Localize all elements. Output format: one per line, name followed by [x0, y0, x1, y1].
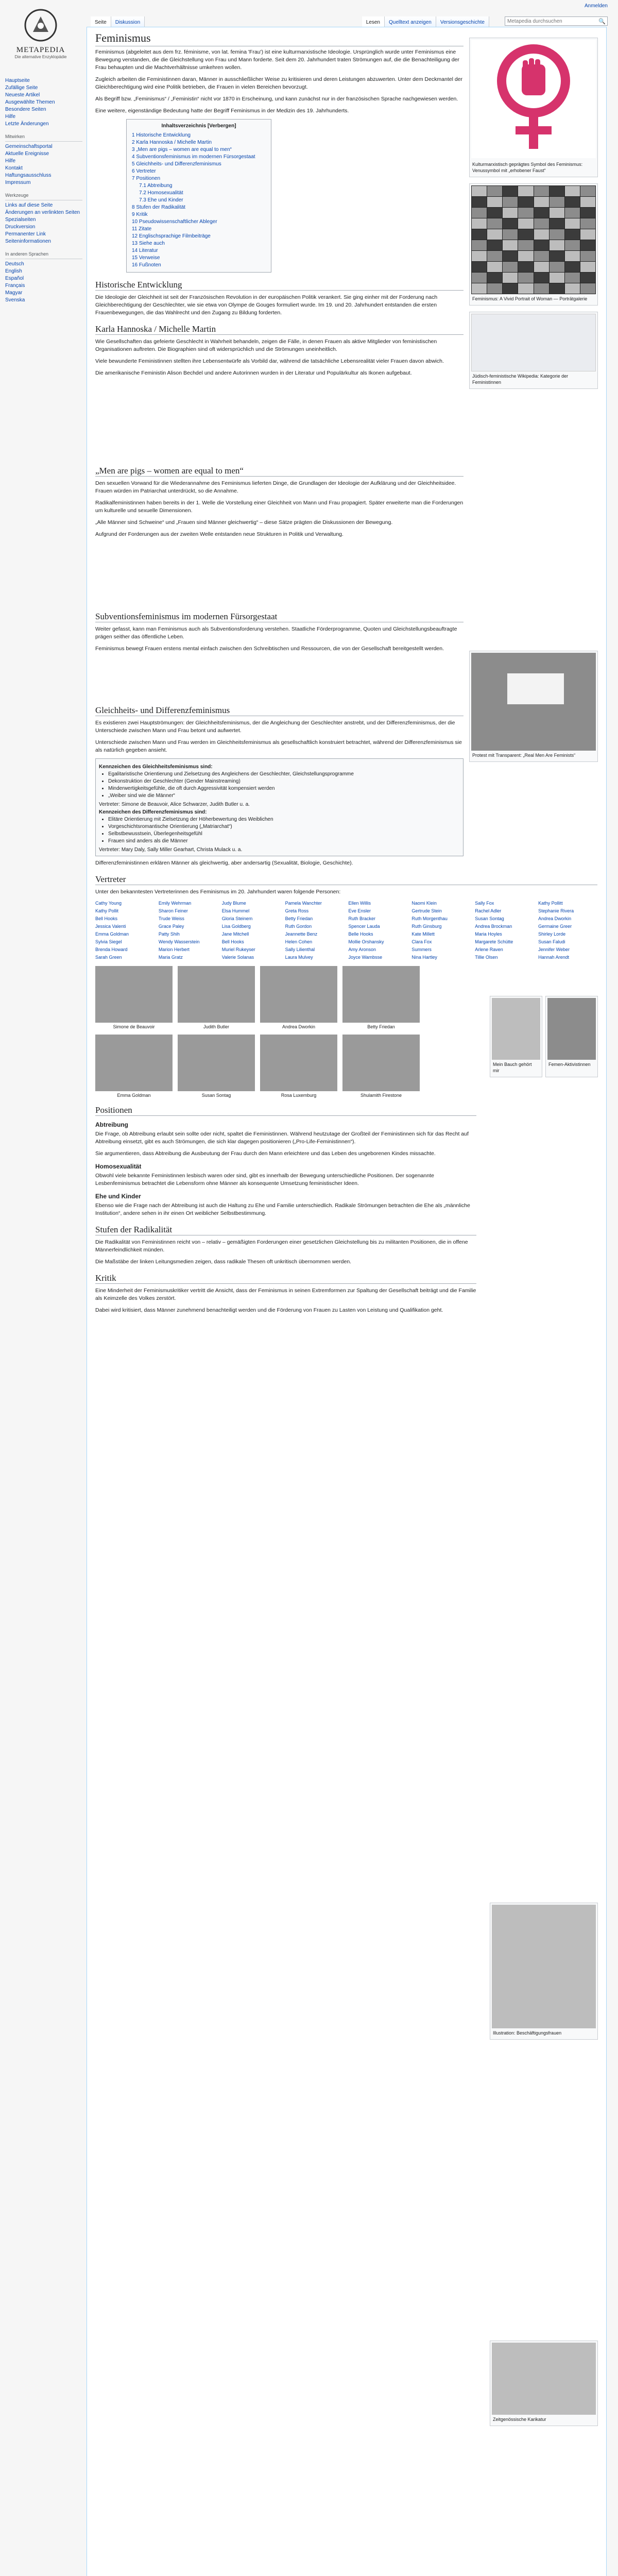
- toc-item[interactable]: 10 Pseudowissenschaftlicher Ableger: [132, 219, 217, 225]
- right-image-column-4: [490, 1903, 598, 2046]
- list-item[interactable]: Jeannette Benz: [285, 931, 318, 937]
- list-item[interactable]: Emma Goldman: [95, 931, 129, 937]
- subsection-heading-marriage: Ehe und Kinder: [95, 1193, 141, 1200]
- list-item[interactable]: Kate Millett: [411, 931, 435, 937]
- sidebar-item[interactable]: Änderungen an verlinkten Seiten: [5, 210, 80, 215]
- sidebar: [5, 77, 82, 304]
- portrait: [95, 1035, 173, 1098]
- list-item: • Minderwertigkeitsgefühle, die oft durch Aggressivität kompensiert werden: [108, 785, 460, 792]
- box-representatives: Vertreter: Simone de Beauvoir, Alice Schwarzer, Judith Butler u. a.: [99, 802, 250, 807]
- list-item[interactable]: Sharon Feiner: [158, 908, 188, 913]
- sidebar-item-new[interactable]: Neueste Artikel: [5, 92, 40, 98]
- intro-paragraph: Eine weitere, eigenständige Bedeutung hatte der Begriff Feminismus in der Medizin des 19. Jahrhunderts.: [95, 108, 349, 114]
- belly-photo: [492, 998, 540, 1060]
- list-item[interactable]: Patty Shih: [158, 931, 180, 937]
- paragraph: Ebenso wie die Frage nach der Abtreibung ist auch die Haltung zu Ehe und Familie unterschiedlich. Radikale Strömungen betrachten die Ehe als „männliche Institution“, andere sehen in ihr einen Ort weiblicher Selbstbestimmung.: [95, 1202, 470, 1216]
- portrait-photo: [178, 966, 255, 1023]
- venus-fist-icon: [471, 40, 596, 158]
- list-item[interactable]: Elsa Hummel: [221, 908, 250, 913]
- list-item[interactable]: Valerie Solanas: [221, 955, 254, 960]
- list-item[interactable]: Wendy Wasserstein: [158, 939, 200, 944]
- cartoon-figure: [490, 2341, 598, 2426]
- list-item[interactable]: Kathy Pollit: [95, 908, 119, 913]
- characteristics-box: [95, 758, 464, 856]
- femen-photo: [547, 998, 596, 1060]
- paragraph: Die Frage, ob Abtreibung erlaubt sein sollte oder nicht, spaltet die Feministinnen. Während heutzutage der Großteil der Feministinnen sich für das Recht auf Abtreibung einsetzt, gibt es auch Strömungen, die sich klar dagegen positionieren („Pro-Life-Feministinnen“).: [95, 1131, 469, 1145]
- list-item[interactable]: Ruth Bracker: [348, 916, 376, 921]
- toc-item[interactable]: 9 Kritik: [132, 212, 148, 217]
- illustration-photo: [492, 1905, 596, 2028]
- toc-item[interactable]: 6 Vertreter: [132, 168, 156, 174]
- list-item[interactable]: Ellen Willis: [348, 901, 371, 906]
- list-item[interactable]: Tillie Olsen: [475, 955, 498, 960]
- list-item[interactable]: Muriel Rukeyser: [221, 947, 255, 952]
- list-item[interactable]: Grace Paley: [158, 924, 184, 929]
- portrait-caption: Simone de Beauvoir: [113, 1024, 155, 1029]
- sidebar-item[interactable]: Aktuelle Ereignisse: [5, 151, 49, 157]
- right-image-column: [469, 38, 598, 395]
- list-item[interactable]: Sally Lilienthal: [285, 947, 315, 952]
- top-bar: [0, 0, 618, 18]
- sidebar-item-random[interactable]: Zufällige Seite: [5, 85, 38, 91]
- box-heading: Kennzeichen des Gleichheitsfeminismus sind:: [99, 764, 213, 770]
- portrait: [178, 966, 255, 1029]
- tab-view-source[interactable]: Quelltext anzeigen: [385, 16, 436, 28]
- paragraph: „Alle Männer sind Schweine“ und „Frauen sind Männer gleichwertig“ – diese Sätze prägten die Diskussionen der Bewegung.: [95, 519, 393, 526]
- portrait-photo: [260, 966, 337, 1023]
- list-item[interactable]: Clara Fox: [411, 939, 432, 944]
- list-item[interactable]: Pamela Wanchter: [285, 901, 322, 906]
- list-item[interactable]: Hannah Arendt: [538, 955, 570, 960]
- figure-caption: Feminismus: A Vivid Portrait of Woman — Porträtgalerie: [472, 296, 588, 301]
- toc-item[interactable]: 14 Literatur: [132, 248, 158, 253]
- section-heading-subvention: Subventionsfeminismus im modernen Fürsorgestaat: [95, 612, 464, 622]
- illustration-figure: [490, 1903, 598, 2040]
- protest-figure: [469, 651, 598, 762]
- portrait-caption: Andrea Dworkin: [282, 1024, 316, 1029]
- characteristics-list: [108, 771, 460, 800]
- list-item[interactable]: Gloria Steinem: [221, 916, 253, 921]
- intro-paragraph: Feminismus (abgeleitet aus dem frz. féminisme, von lat. femina 'Frau') ist eine kulturmarxistische Ideologie. Ursprünglich wurde unter Feminismus eine Bewegung verstanden, die die Gleichstellung von Frau und Mann forderte. Seit dem 20. Jahrhundert traten Strömungen auf, die die Benachteiligung der Frau behaupten und die Machtverhältnisse umkehren wollen.: [95, 49, 459, 71]
- list-item[interactable]: Maria Gratz: [158, 955, 183, 960]
- tab-read[interactable]: Lesen: [362, 16, 385, 28]
- belly-figure: [490, 996, 542, 1077]
- portrait-caption: Shulamith Firestone: [360, 1093, 402, 1098]
- sidebar-heading-contrib: Mitwirken: [5, 133, 82, 142]
- tab-discussion[interactable]: Diskussion: [111, 16, 145, 28]
- subsection-heading-homosexuality: Homosexualität: [95, 1163, 142, 1170]
- sidebar-item-lang[interactable]: Magyar: [5, 290, 23, 296]
- paragraph: Dabei wird kritisiert, dass Männer zunehmend benachteiligt werden und die Förderung von Frauen zu Lasten von Leistung und Qualifikation geht.: [95, 1307, 443, 1313]
- section-heading-pigs: „Men are pigs – women are equal to men“: [95, 466, 464, 477]
- figure-caption: Zeitgenössische Karikatur: [493, 2417, 546, 2422]
- list-item[interactable]: Bell Hooks: [221, 939, 244, 944]
- sidebar-item[interactable]: Kontakt: [5, 165, 23, 171]
- toc-item[interactable]: 16 Fußnoten: [132, 262, 161, 268]
- sidebar-item-lang[interactable]: English: [5, 268, 22, 274]
- sidebar-item-help[interactable]: Hilfe: [5, 114, 16, 120]
- femen-figure: [545, 996, 598, 1077]
- sidebar-item[interactable]: Spezialseiten: [5, 217, 36, 223]
- figure-caption: Kulturmarxistisch geprägtes Symbol des Feminismus: Venussymbol mit „erhobener Faust“: [472, 162, 583, 173]
- cartoon-image: [492, 2343, 596, 2415]
- wikipedia-category-figure: [469, 312, 598, 389]
- paragraph: Wie Gesellschaften das gefeierte Geschlecht in Wahrheit behandeln, zeigen die Fälle, in denen Frauen als aktive Mitglieder von feministischen Organisationen auftreten. Die Biographien sind oft widersprüchlich und die Strömungen uneinheitlich.: [95, 338, 437, 352]
- search-input[interactable]: [505, 16, 608, 26]
- list-item[interactable]: Sally Fox: [475, 901, 494, 906]
- portrait-photo: [95, 1035, 173, 1091]
- portrait: [260, 966, 337, 1029]
- list-item[interactable]: Nina Hartley: [411, 955, 437, 960]
- toc-item[interactable]: 13 Siehe auch: [132, 241, 165, 246]
- toc-subitem[interactable]: 7.2 Homosexualität: [139, 190, 183, 196]
- sidebar-item[interactable]: Haftungsausschluss: [5, 173, 52, 178]
- portrait: [178, 1035, 255, 1098]
- list-item[interactable]: Laura Mulvey: [285, 955, 313, 960]
- toc-item[interactable]: 8 Stufen der Radikalität: [132, 205, 185, 210]
- list-item[interactable]: Spencer Lauda: [348, 924, 380, 929]
- tab-page[interactable]: Seite: [91, 16, 111, 28]
- toc-title[interactable]: Inhaltsverzeichnis [Verbergen]: [161, 123, 236, 129]
- list-item[interactable]: Ruth Gordon: [285, 924, 312, 929]
- subsection-heading-abortion: Abtreibung: [95, 1121, 128, 1128]
- list-item[interactable]: Rachel Adler: [475, 908, 502, 913]
- toc-item[interactable]: 2 Karla Hannoska / Michelle Martin: [132, 140, 212, 145]
- article-content: [87, 27, 607, 2576]
- portrait-photo: [95, 966, 173, 1023]
- list-item[interactable]: Susan Sontag: [475, 916, 504, 921]
- list-item[interactable]: Ruth Ginsburg: [411, 924, 442, 929]
- section-heading-representatives: Vertreter: [95, 874, 597, 885]
- paragraph: Unter den bekanntesten Vertreterinnen des Feminismus im 20. Jahrhundert waren folgende Personen:: [95, 889, 341, 895]
- toc-item[interactable]: 7 Positionen: [132, 176, 161, 181]
- logo-name: METAPEDIA: [16, 46, 65, 54]
- list-item[interactable]: Shirley Lorde: [538, 931, 566, 937]
- venus-fist-figure: [469, 38, 598, 177]
- paragraph: Den sexuellen Vorwand für die Wiederannahme des Feminismus lieferten Dinge, die Grundlagen der Ideologie der Aufklärung und der Gleichheitsidee. Frauen würden im Patriarchat unterdrückt, so die Annahme.: [95, 480, 456, 494]
- sidebar-item-special[interactable]: Besondere Seiten: [5, 107, 46, 112]
- list-item[interactable]: Andrea Brockman: [475, 924, 512, 929]
- main-text-column: [95, 31, 464, 867]
- list-item[interactable]: Gertrude Stein: [411, 908, 442, 913]
- paragraph: Die Radikalität von Feministinnen reicht von – relativ – gemäßigten Forderungen einer gesetzlichen Gleichstellung bis zu militanten Positionen, die in offene Männerfeindlichkeit münden.: [95, 1239, 468, 1253]
- list-item[interactable]: Eve Ensler: [348, 908, 371, 913]
- list-item[interactable]: Helen Cohen: [285, 939, 313, 944]
- portrait-caption: Betty Friedan: [367, 1024, 395, 1029]
- section-heading-positions: Positionen: [95, 1105, 476, 1116]
- paragraph: Unterschiede zwischen Mann und Frau werden im Gleichheitsfeminismus als gesellschaftlich konstruiert betrachtet, während der Differenzfeminismus sie als natürlich gegeben ansieht.: [95, 739, 462, 753]
- portrait-photo: [178, 1035, 255, 1091]
- intro-paragraph: Als Begriff bzw. „Feminismus“ / „Feministin“ nicht vor 1870 in Erscheinung, und kann zunächst nur in der französischen Sprache nachgewiesen werden.: [95, 96, 458, 102]
- toc-item[interactable]: 12 Englischsprachige Filmbeiträge: [132, 233, 211, 239]
- paragraph: Weiter gefasst, kann man Feminismus auch als Subventionsforderung verstehen. Staatliche Förderprogramme, Quoten und Gleichstellungsbeauftragte prägen seither das öffentliche Leben.: [95, 626, 457, 640]
- toc-subitem[interactable]: 7.1 Abtreibung: [139, 183, 173, 189]
- toc-item[interactable]: 5 Gleichheits- und Differenzfeminismus: [132, 161, 221, 167]
- right-image-column-2: [469, 651, 598, 768]
- list-item[interactable]: Lisa Goldberg: [221, 924, 251, 929]
- list-item[interactable]: Betty Friedan: [285, 916, 313, 921]
- list-item: • Egalitaristische Orientierung und Zielsetzung des Angleichens der Geschlechter, Gleichstellungsprogramme: [108, 771, 460, 778]
- portrait-caption: Susan Sontag: [201, 1093, 231, 1098]
- list-item[interactable]: Naomi Klein: [411, 901, 437, 906]
- toc-item[interactable]: 1 Historische Entwicklung: [132, 132, 191, 138]
- sidebar-item[interactable]: Permanenter Link: [5, 231, 46, 237]
- section-heading-criticism: Kritik: [95, 1273, 476, 1284]
- sidebar-item-lang[interactable]: Deutsch: [5, 261, 24, 267]
- list-item[interactable]: Cathy Young: [95, 901, 122, 906]
- portrait-collage: [471, 185, 596, 294]
- section-heading-karla: Karla Hannoska / Michelle Martin: [95, 324, 464, 335]
- list-item[interactable]: Sylvia Siegel: [95, 939, 122, 944]
- sidebar-item[interactable]: Gemeinschaftsportal: [5, 144, 53, 149]
- list-item[interactable]: Germaine Greer: [538, 924, 572, 929]
- paragraph: Feminismus bewegt Frauen erstens mental einfach zwischen den Schreibtischen und Ressourcen, die von der Gesellschaft bereitgestellt werden.: [95, 646, 444, 652]
- toc-item[interactable]: 15 Verweise: [132, 255, 160, 261]
- sidebar-item-featured[interactable]: Ausgewählte Themen: [5, 99, 55, 105]
- sidebar-item-recent[interactable]: Letzte Änderungen: [5, 121, 49, 127]
- figure-caption: Protest mit Transparent: „Real Men Are Feminists“: [472, 753, 576, 758]
- list-item[interactable]: Summers: [411, 947, 432, 952]
- section-heading-history: Historische Entwicklung: [95, 280, 464, 291]
- sidebar-item[interactable]: Druckversion: [5, 224, 36, 230]
- portrait-photo: [260, 1035, 337, 1091]
- right-image-column-3: [490, 996, 598, 1083]
- list-item[interactable]: Amy Aronson: [348, 947, 376, 952]
- list-item[interactable]: Jennifer Weber: [538, 947, 570, 952]
- list-item[interactable]: Joyce Wambsse: [348, 955, 383, 960]
- portrait-caption: Judith Butler: [203, 1024, 230, 1029]
- paragraph: Aufgrund der Forderungen aus der zweiten Welle entstanden neue Strukturen in Politik und Verwaltung.: [95, 531, 344, 537]
- login-link[interactable]: Anmelden: [584, 3, 608, 9]
- representatives-list: [95, 900, 597, 961]
- toc-item[interactable]: 3 „Men are pigs – women are equal to men“: [132, 147, 232, 152]
- portrait: [342, 1035, 420, 1098]
- list-item[interactable]: Stephanie Rivera: [538, 908, 574, 913]
- list-item[interactable]: Andrea Dworkin: [538, 916, 572, 921]
- paragraph: Die Ideologie der Gleichheit ist seit der Französischen Revolution in der europäischen Politik verankert. Sie ging einher mit der Forderung nach Gleichberechtigung der Geschlechter, wie sie etwa von Olympe de Gouges formuliert wurde. Im 19. und 20. Jahrhundert entstanden die ersten Frauenbewegungen, die das Wahlrecht und den Zugang zu Bildung forderten.: [95, 294, 438, 316]
- logo-emblem-icon: [23, 7, 59, 43]
- category-screenshot: [471, 314, 596, 371]
- tab-history[interactable]: Versionsgeschichte: [436, 16, 489, 28]
- toc-item[interactable]: 11 Zitate: [132, 226, 152, 232]
- paragraph: Es existieren zwei Hauptströmungen: der Gleichheitsfeminismus, der die Angleichung der Geschlechter anstrebt, und der Differenzfeminismus, der die Unterschiede zwischen Mann und Frau betont und aufwertet.: [95, 720, 455, 734]
- portrait: [95, 966, 173, 1029]
- protest-photo: [471, 653, 596, 751]
- figure-caption: Mein Bauch gehört mir: [493, 1062, 532, 1073]
- sidebar-item-main[interactable]: Hauptseite: [5, 78, 30, 83]
- section-heading-radicality: Stufen der Radikalität: [95, 1225, 476, 1235]
- intro-paragraph: Zugleich arbeiten die Feministinnen daran, Männer in ausschließlicher Weise zu kritisieren und deren Leistungen abzuwerten. Unter dem Deckmantel der Gleichberechtigung wird eine Politik betrieben, die Frauen in vielen Bereichen bevorzugt.: [95, 76, 463, 90]
- sidebar-item-lang[interactable]: Svenska: [5, 297, 25, 303]
- logo-subtitle: Die alternative Enzyklopädie: [14, 55, 67, 59]
- list-item[interactable]: Mollie Orshansky: [348, 939, 384, 944]
- paragraph: Obwohl viele bekannte Feministinnen lesbisch waren oder sind, gibt es innerhalb der Bewegung unterschiedliche Positionen. Der sogenannte Lesbenfeminismus betrachtet die Lebensform ohne Männer als konsequente Umsetzung feministischer Ideen.: [95, 1173, 434, 1187]
- list-item[interactable]: Marion Herbert: [158, 947, 190, 952]
- toc-subitem[interactable]: 7.3 Ehe und Kinder: [139, 197, 183, 203]
- portrait-photo: [342, 966, 420, 1023]
- list-item: • Dekonstruktion der Geschlechter (Gender Mainstreaming): [108, 778, 460, 785]
- portrait-caption: Emma Goldman: [117, 1093, 151, 1098]
- paragraph: Sie argumentieren, dass Abtreibung die Ausbeutung der Frau durch den Mann erleichtere und das Leben des ungeborenen Kindes missachte.: [95, 1150, 436, 1157]
- sidebar-item[interactable]: Hilfe: [5, 158, 16, 164]
- list-item[interactable]: Judy Blume: [221, 901, 246, 906]
- positions-section: [95, 1105, 476, 1314]
- list-item[interactable]: Margarete Schütte: [475, 939, 513, 944]
- figure-caption: Illustration: Beschäftigungsfrauen: [493, 2030, 562, 2036]
- figure-caption: Femen-Aktivistinnen: [548, 1062, 591, 1067]
- sidebar-item-lang[interactable]: Español: [5, 276, 24, 281]
- list-item[interactable]: Brenda Howard: [95, 947, 128, 952]
- table-of-contents: [126, 119, 271, 273]
- search-icon[interactable]: 🔍: [598, 19, 606, 25]
- list-item[interactable]: Arlene Raven: [475, 947, 503, 952]
- sidebar-item[interactable]: Impressum: [5, 180, 31, 185]
- list-item[interactable]: Greta Ross: [285, 908, 309, 913]
- sidebar-item[interactable]: Seiteninformationen: [5, 239, 51, 244]
- portrait-collage-figure: [469, 183, 598, 306]
- sidebar-heading-tools: Werkzeuge: [5, 192, 82, 200]
- list-item[interactable]: Maria Hoyles: [475, 931, 502, 937]
- list-item: • Elitäre Orientierung mit Zielsetzung der Höherbewertung des Weiblichen: [108, 816, 460, 823]
- sidebar-item[interactable]: Links auf diese Seite: [5, 202, 53, 208]
- list-item[interactable]: Belle Hooks: [348, 931, 373, 937]
- toc-item[interactable]: 4 Subventionsfeminismus im modernen Fürsorgestaat: [132, 154, 255, 160]
- list-item: • Frauen sind anders als die Männer: [108, 838, 460, 845]
- portrait: [260, 1035, 337, 1098]
- list-item: • Selbstbewusstsein, Überlegenheitsgefühl: [108, 831, 460, 838]
- characteristics-list: [108, 816, 460, 845]
- list-item[interactable]: Emily Wehrman: [158, 901, 192, 906]
- list-item[interactable]: Bell Hooks: [95, 916, 118, 921]
- section-heading-equality: Gleichheits- und Differenzfeminismus: [95, 705, 464, 716]
- list-item[interactable]: Sarah Green: [95, 955, 122, 960]
- list-item[interactable]: Ruth Morgenthau: [411, 916, 448, 921]
- paragraph: Die amerikanische Feministin Alison Bechdel und andere Autorinnen wurden in der Literatur und Populärkultur als Ikonen aufgebaut.: [95, 370, 412, 376]
- list-item[interactable]: Susan Faludi: [538, 939, 565, 944]
- right-image-column-5: [490, 2341, 598, 2432]
- sidebar-item-lang[interactable]: Français: [5, 283, 25, 289]
- paragraph: Eine Minderheit der Feminismuskritiker vertritt die Ansicht, dass der Feminismus in seinen Extremformen zur Spaltung der Gesellschaft beiträgt und die Familie als Keimzelle des Volkes zerstört.: [95, 1287, 476, 1301]
- list-item: • „Weiber sind wie die Männer“: [108, 792, 460, 800]
- sidebar-heading-languages: In anderen Sprachen: [5, 250, 82, 259]
- paragraph: Viele bewunderte Feministinnen stellten ihre Lebensentwürfe als Vorbild dar, während die tatsächliche Lebensrealität vieler Frauen davon abwich.: [95, 358, 444, 364]
- list-item: • Vorgeschichtsromantische Orientierung („Matriarchat“): [108, 823, 460, 831]
- site-logo[interactable]: [7, 7, 74, 69]
- portrait-photo: [342, 1035, 420, 1091]
- page-title: Feminismus: [95, 31, 464, 46]
- paragraph: Die Maßstäbe der linken Leitungsmedien zeigen, dass radikale Thesen oft unkritisch übernommen werden.: [95, 1259, 352, 1265]
- paragraph: Radikalfeministinnen haben bereits in der 1. Welle die Vorstellung einer Gleichheit von Mann und Frau propagiert. Später erweiterte man die Forderungen um kulturelle und sexuelle Dimensionen.: [95, 500, 464, 514]
- list-item[interactable]: Jessica Valenti: [95, 924, 126, 929]
- box-representatives: Vertreter: Mary Daly, Sally Miller Gearhart, Christa Mulack u. a.: [99, 847, 243, 853]
- box-heading: Kennzeichen des Differenzfeminismus sind:: [99, 809, 207, 815]
- portrait-caption: Rosa Luxemburg: [281, 1093, 317, 1098]
- list-item[interactable]: Trude Weiss: [158, 916, 184, 921]
- portrait: [342, 966, 420, 1029]
- list-item[interactable]: Kathy Pollitt: [538, 901, 563, 906]
- paragraph: Differenzfeministinnen erklären Männer als gleichwertig, aber andersartig (Sexualität, Biologie, Geschichte).: [95, 860, 353, 866]
- figure-caption: Jüdisch-feministische Wikipedia: Kategorie der Feministinnen: [472, 374, 569, 385]
- list-item[interactable]: Jane Mitchell: [221, 931, 249, 937]
